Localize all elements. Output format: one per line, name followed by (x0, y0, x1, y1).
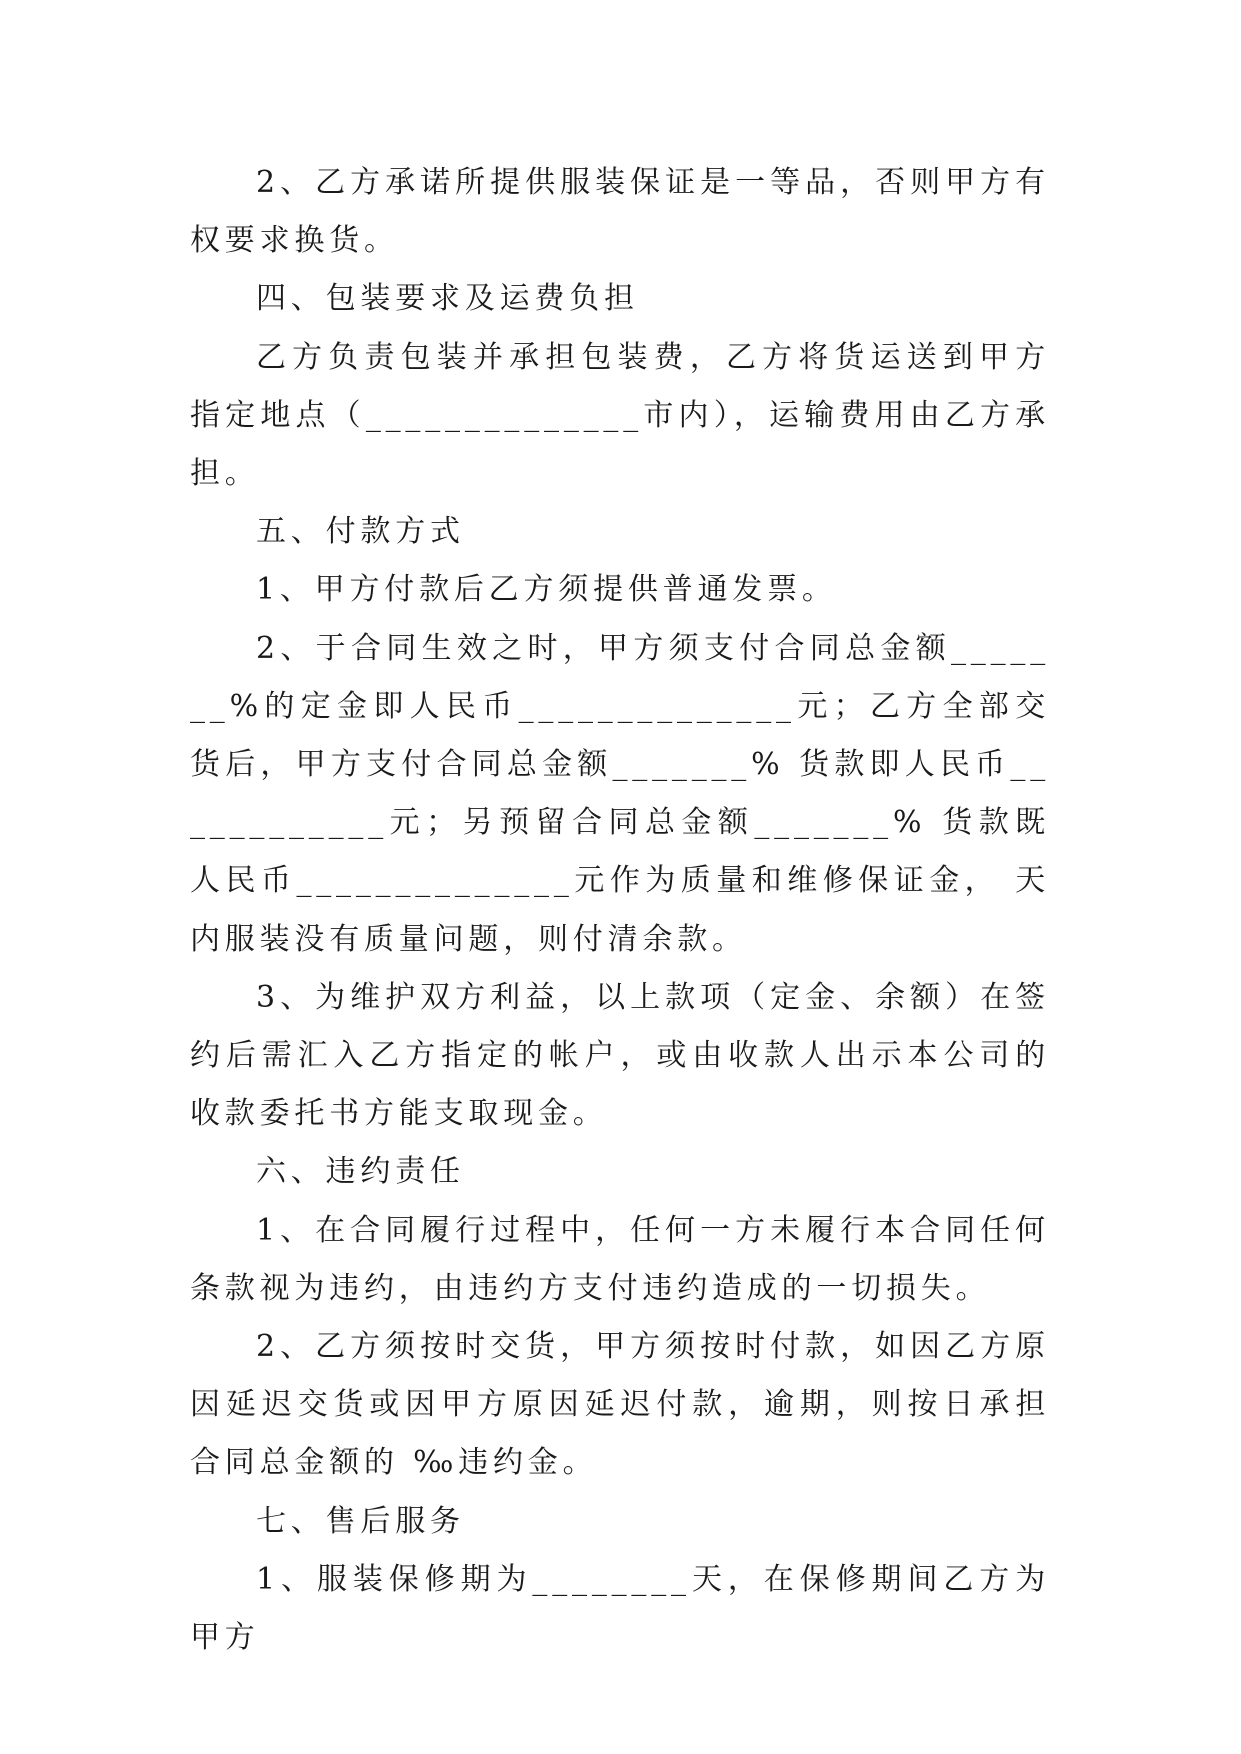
section-heading-after-sales: 七、售后服务 (256, 1503, 465, 1539)
document-page (190, 154, 1050, 1667)
clause-payment-3-account: 3、为维护双方利益，以上款项（定金、余额）在签约后需汇入乙方指定的帐户，或由收款人出示本公司的收款委托书方能支取现金。 (190, 979, 1050, 1132)
clause-breach-1-losses: 1、在合同履行过程中，任何一方未履行本合同任何条款视为违约，由违约方支付违约造成的一切损失。 (190, 1212, 1050, 1306)
clause-payment-1-invoice: 1、甲方付款后乙方须提供普通发票。 (256, 572, 837, 608)
section-heading-breach: 六、违约责任 (256, 1154, 465, 1190)
section-heading-payment: 五、付款方式 (256, 514, 465, 550)
clause-breach-2-delay: 2、乙方须按时交货，甲方须按时付款，如因乙方原因延迟交货或因甲方原因延迟付款，逾期，则按日承担合同总金额的 ‰违约金。 (190, 1329, 1050, 1481)
section-heading-packaging: 四、包装要求及运费负担 (256, 281, 639, 317)
clause-packaging-shipping: 乙方负责包装并承担包装费，乙方将货运送到甲方指定地点（______________市内），运输费用由乙方承担。 (190, 339, 1050, 492)
clause-after-sales-1-warranty: 1、服装保修期为________天，在保修期间乙方为甲方 (190, 1561, 1050, 1656)
clause-payment-2-schedule: 2、于合同生效之时，甲方须支付合同总金额_______%的定金即人民币______________元；乙方全部交货后，甲方支付合同总金额_______% 货款即人民币____________元；另预留合同总金额_______% 货款既人民币______________元作为质量和维修保证金， 天内服装没有质量问题，则付清余款。 (190, 630, 1050, 957)
clause-3-2-quality-guarantee: 2、乙方承诺所提供服装保证是一等品，否则甲方有权要求换货。 (190, 165, 1050, 259)
